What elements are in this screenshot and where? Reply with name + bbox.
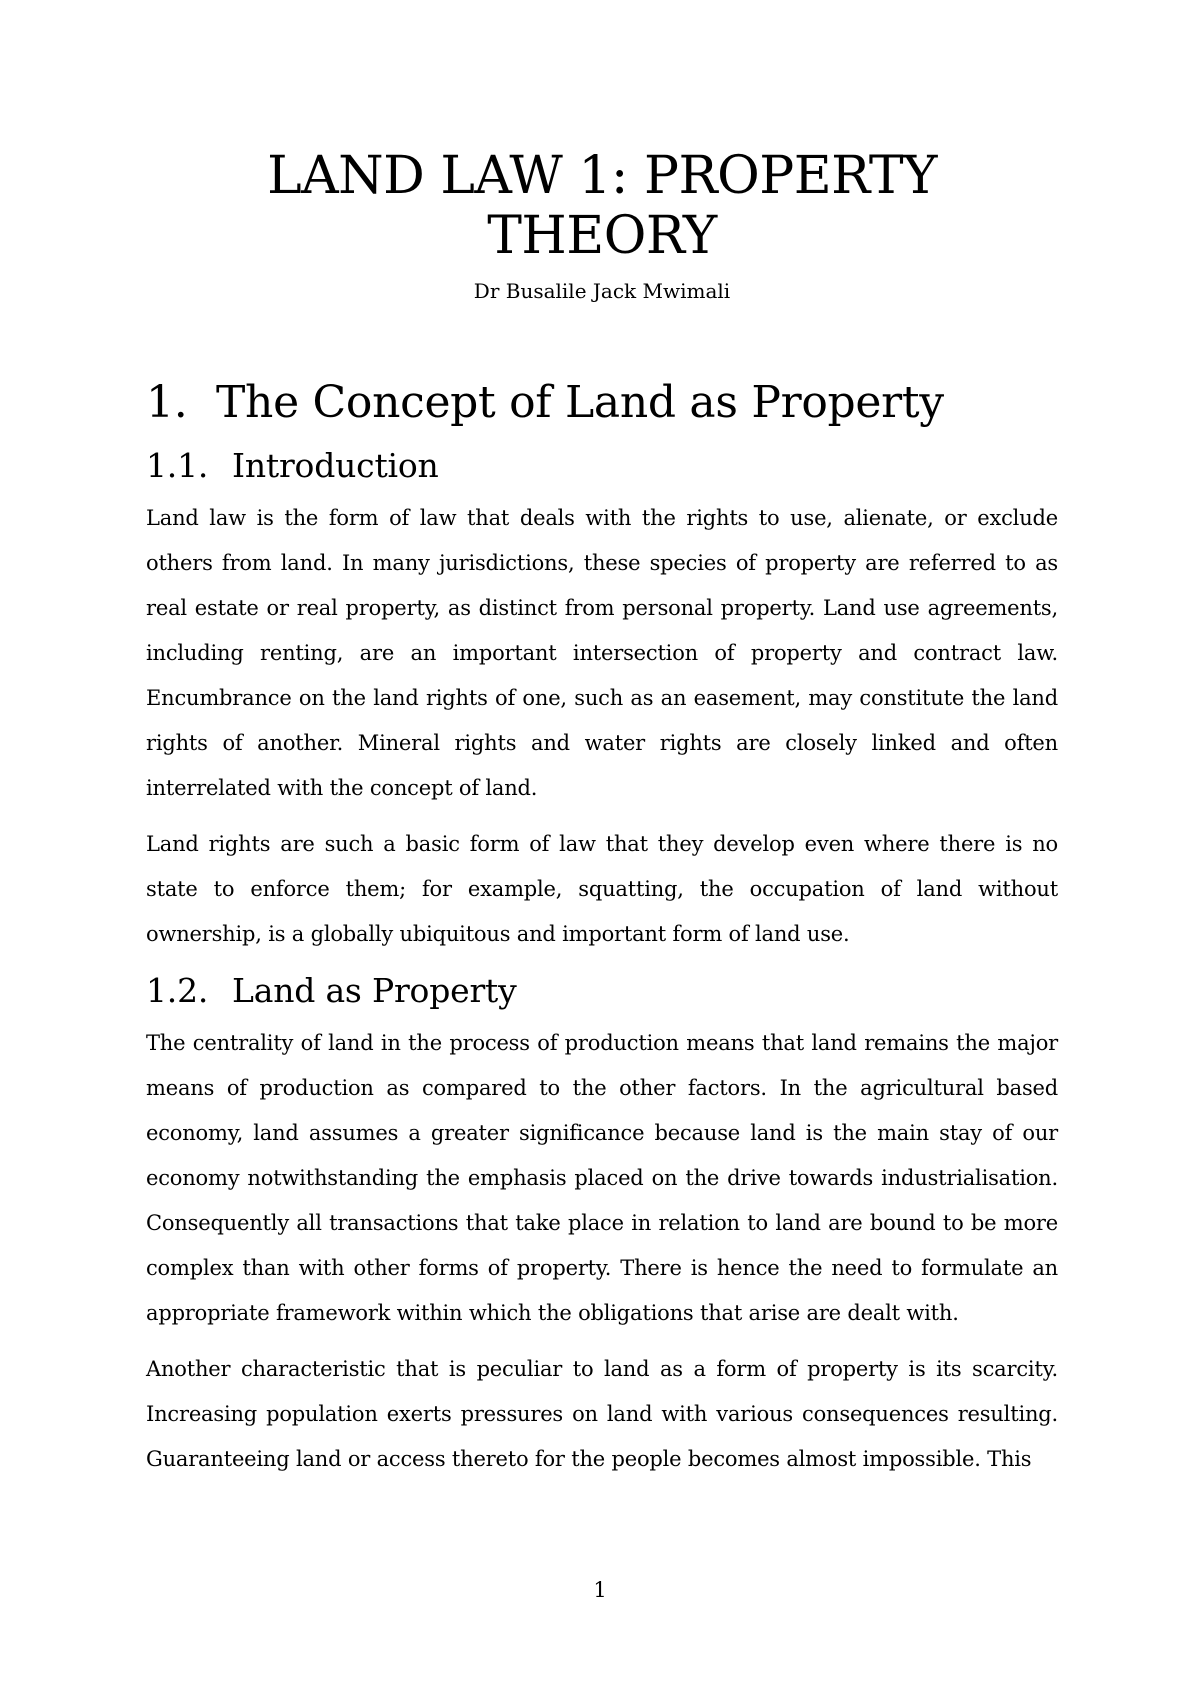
body-paragraph: Land rights are such a basic form of law that they develop even where there is no state to enforce them; for example, squatting, the occupation of land without ownership, is a globally ubiquitous and important form of land use.	[146, 832, 1058, 946]
document-author: Dr Busalile Jack Mwimali	[473, 279, 731, 303]
page-content	[146, 146, 1058, 1482]
body-paragraph: Another characteristic that is peculiar to land as a form of property is its scarcity. Increasing population exerts pressures on land with various consequences resulting. Guaranteeing land or access thereto for the people becomes almost impossible. This	[146, 1357, 1058, 1471]
body-paragraph: Land law is the form of law that deals with the rights to use, alienate, or exclude others from land. In many jurisdictions, these species of property are referred to as real estate or real property, as distinct from personal property. Land use agreements, including renting, are an important intersection of property and contract law. Encumbrance on the land rights of one, such as an easement, may constitute the land rights of another. Mineral rights and water rights are closely linked and often interrelated with the concept of land.	[146, 506, 1058, 800]
subsection-number: 1.1.	[146, 446, 209, 485]
body-paragraph: The centrality of land in the process of production means that land remains the major means of production as compared to the other factors. In the agricultural based economy, land assumes a greater significance because land is the main stay of our economy notwithstanding the emphasis placed on the drive towards industrialisation. Consequently all transactions that take place in relation to land are bound to be more complex than with other forms of property. There is hence the need to formulate an appropriate framework within which the obligations that arise are dealt with.	[146, 1031, 1058, 1325]
page-number: 1	[593, 1578, 607, 1602]
subsection-number: 1.2.	[146, 971, 209, 1010]
subsection-title: Land as Property	[232, 971, 517, 1010]
subsection-heading-introduction	[146, 442, 1058, 490]
section-title: The Concept of Land as Property	[216, 377, 944, 428]
subsection-title: Introduction	[232, 446, 439, 485]
section-number: 1.	[146, 377, 188, 428]
document-title: LAND LAW 1: PROPERTY THEORY	[267, 146, 937, 266]
subsection-heading-land-as-property	[146, 967, 1058, 1015]
section-heading	[146, 376, 1058, 430]
